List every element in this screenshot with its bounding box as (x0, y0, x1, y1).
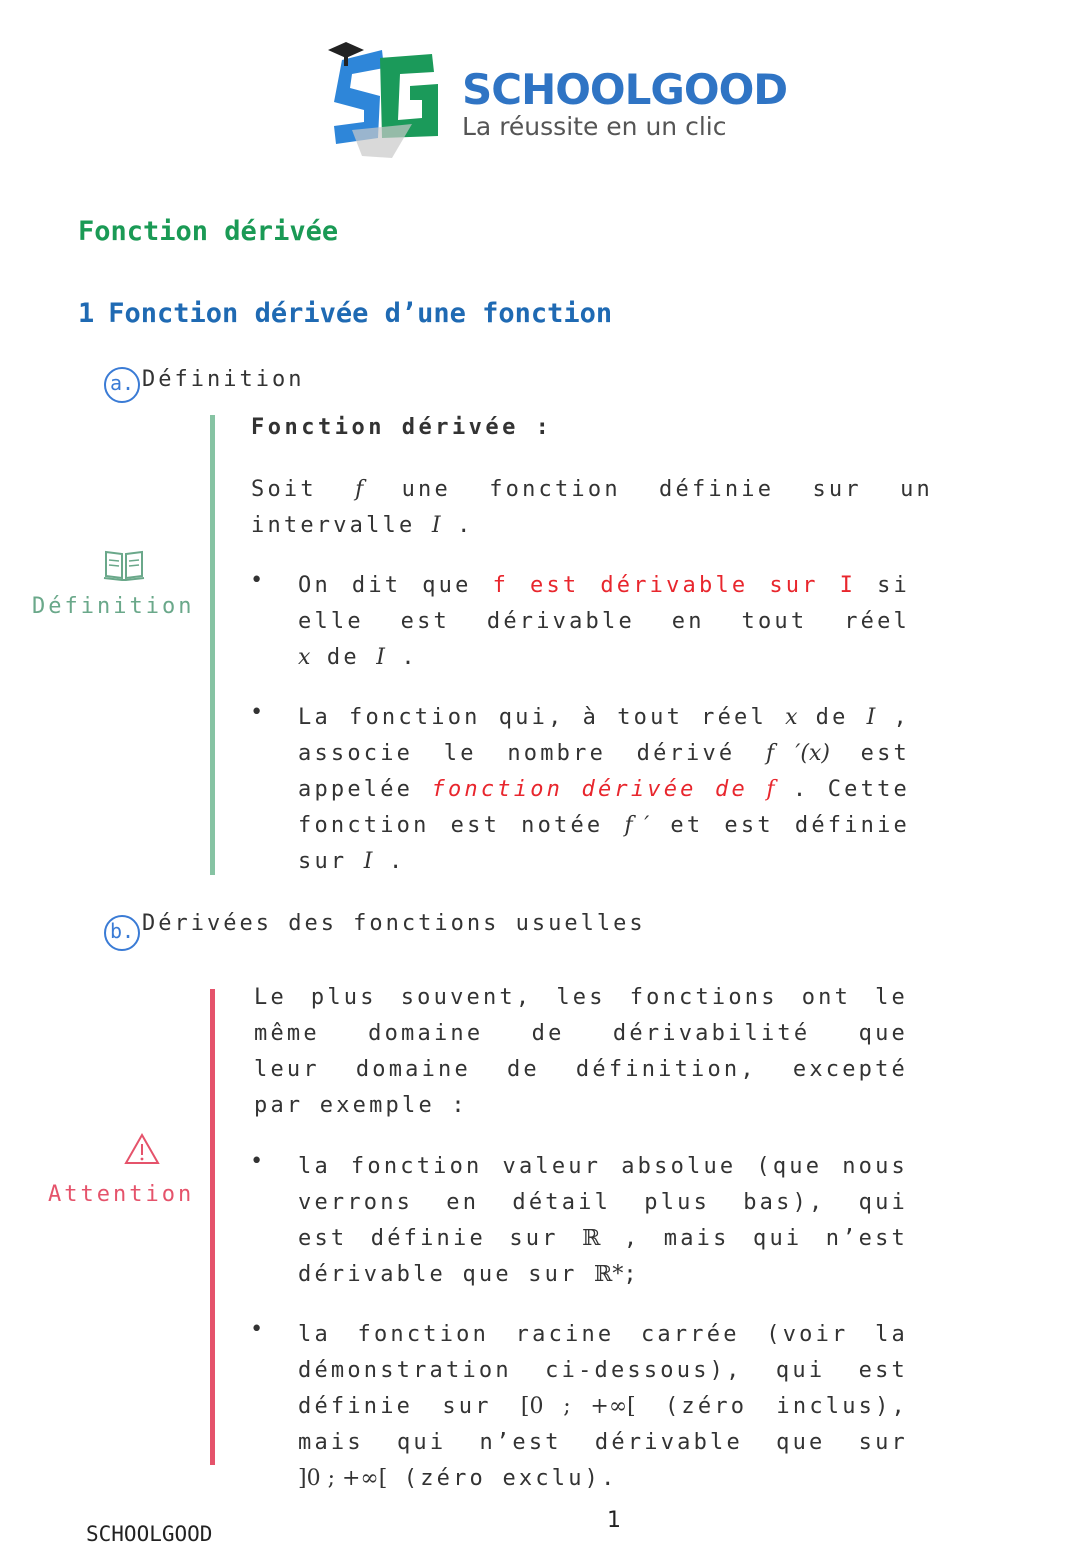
definition-bullet-1-line-1: On dit que f est dérivable sur I si (298, 573, 910, 598)
schoolgood-logo (322, 40, 788, 165)
subsection-b-badge: b. (104, 915, 140, 951)
definition-bullet-2-line-4: fonction est notée f ′ et est définie (298, 813, 910, 838)
subsection-a-title: Définition (142, 367, 305, 392)
attention-intro-line-2: même domaine de dérivabilité que (254, 1021, 908, 1046)
definition-bullet-2-line-1: La fonction qui, à tout réel x de I , (298, 705, 910, 730)
attention-intro-line-3: leur domaine de définition, excepté (254, 1057, 908, 1082)
book-icon (100, 544, 148, 584)
attention-bullet-2-line-2: démonstration ci-dessous), qui est (298, 1358, 908, 1383)
section-heading (78, 298, 612, 329)
bullet-dot: • (250, 1149, 264, 1174)
attention-bullet-2-line-5: ]0 ; +∞[ (zéro exclu). (298, 1466, 618, 1491)
attention-bullet-1-line-1: la fonction valeur absolue (que nous (298, 1154, 908, 1179)
bullet-dot: • (250, 1317, 264, 1342)
subsection-a-badge: a. (104, 367, 140, 403)
attention-intro-line-4: par exemple : (254, 1093, 468, 1118)
attention-bullet-2-line-4: mais qui n’est dérivable que sur (298, 1430, 908, 1455)
bullet-dot: • (250, 568, 264, 593)
definition-bullet-2-line-3: appelée fonction dérivée de f . Cette (298, 777, 910, 802)
definition-bullet-2-line-5: sur I . (298, 849, 406, 874)
footer-brand: SCHOOLGOOD (86, 1522, 213, 1546)
definition-bullet-2-line-2: associe le nombre dérivé f ′(x) est (298, 741, 910, 766)
document-title: Fonction dérivée (78, 216, 339, 247)
warning-icon (124, 1132, 160, 1166)
attention-side-label: Attention (48, 1182, 195, 1207)
definition-bullet-1-line-3: x de I . (298, 645, 418, 670)
page-number: 1 (607, 1508, 621, 1533)
section-title: Fonction dérivée d’une fonction (108, 298, 613, 329)
attention-bullet-1-line-2: verrons en détail plus bas), qui (298, 1190, 908, 1215)
logo-mark-icon (322, 40, 447, 165)
attention-bullet-2-line-1: la fonction racine carrée (voir la (298, 1322, 908, 1347)
definition-side-label: Définition (32, 594, 195, 619)
definition-box-title: Fonction dérivée : (251, 415, 553, 440)
definition-intro-line-2: intervalle I . (251, 513, 474, 538)
attention-side-bar (210, 989, 215, 1465)
attention-intro-line-1: Le plus souvent, les fonctions ont le (254, 985, 908, 1010)
attention-bullet-1-line-4: dérivable que sur ℝ*; (298, 1262, 640, 1287)
bullet-dot: • (250, 700, 264, 725)
logo-name: SCHOOLGOOD (462, 65, 788, 114)
attention-bullet-2-line-3: définie sur [0 ; +∞[ (zéro inclus), (298, 1394, 908, 1419)
section-number: 1 (78, 298, 95, 329)
attention-bullet-1-line-3: est définie sur ℝ , mais qui n’est (298, 1226, 909, 1251)
definition-side-bar (210, 415, 215, 875)
logo-tagline: La réussite en un clic (462, 112, 727, 141)
subsection-b-title: Dérivées des fonctions usuelles (142, 911, 646, 936)
definition-intro-line-1: Soit f une fonction définie sur un (251, 477, 933, 502)
definition-bullet-1-line-2: elle est dérivable en tout réel (298, 609, 910, 634)
